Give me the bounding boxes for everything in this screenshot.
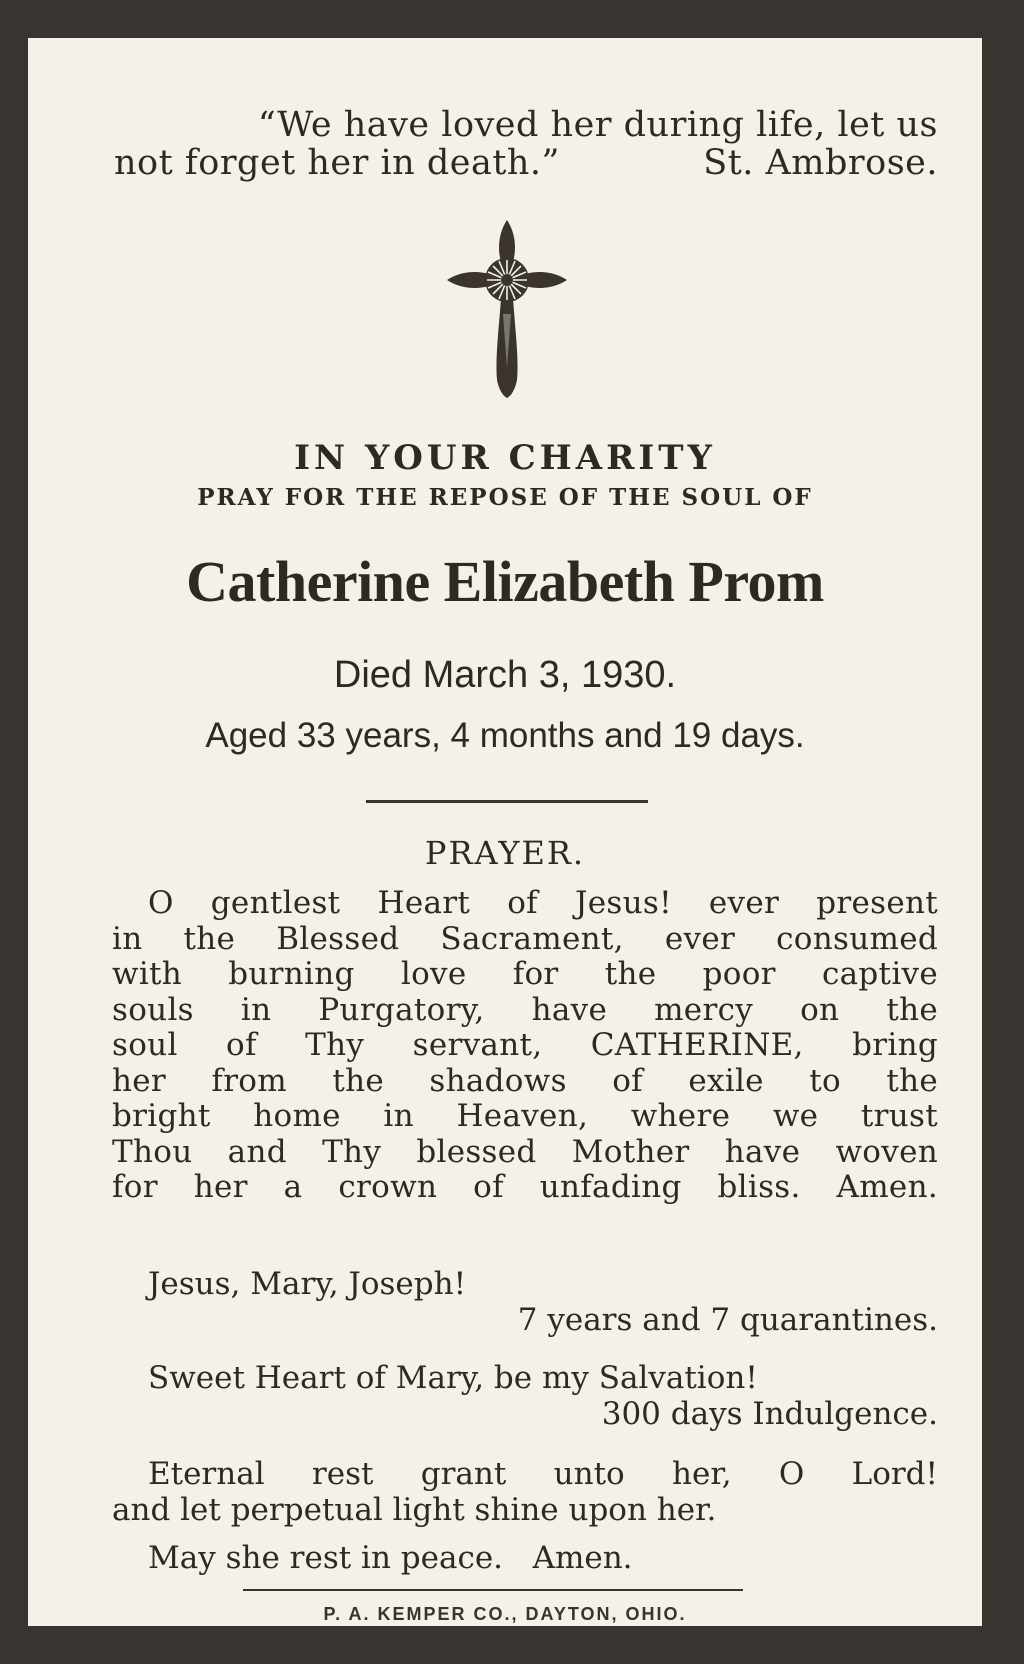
prayer-line: O gentlest Heart of Jesus! ever present	[148, 885, 938, 921]
charity-heading: IN YOUR CHARITY	[294, 438, 716, 478]
sweet-heart-text: Sweet Heart of Mary, be my Salvation!	[148, 1360, 758, 1396]
footer-divider	[243, 1589, 743, 1591]
quote-line-2	[114, 144, 938, 182]
prayer-line: for her a crown of unfading bliss. Amen.	[112, 1169, 938, 1205]
prayer-line: her from the shadows of exile to the	[112, 1062, 938, 1099]
jmj-indulgence: 7 years and 7 quarantines.	[517, 1302, 938, 1338]
quote-text: not forget her in death.”	[114, 143, 560, 183]
prayer-line: Thou and Thy blessed Mother have woven	[112, 1133, 938, 1170]
age-at-death: Aged 33 years, 4 months and 19 days.	[205, 716, 805, 755]
prayer-text	[112, 886, 938, 1206]
eternal-rest-line-2: and let perpetual light shine upon her.	[112, 1492, 717, 1528]
eternal-rest-line-1: Eternal rest grant unto her, O Lord!	[148, 1456, 938, 1492]
deceased-name: Catherine Elizabeth Prom	[186, 549, 824, 614]
prayer-line: bright home in Heaven, where we trust	[112, 1098, 938, 1134]
cross-icon	[445, 218, 569, 400]
quote-attribution: St. Ambrose.	[703, 143, 938, 183]
opening-quote	[114, 106, 938, 182]
eternal-rest-prayer	[112, 1456, 938, 1528]
rest-in-peace: May she rest in peace. Amen.	[148, 1540, 633, 1576]
prayer-line: in the Blessed Sacrament, ever consumed	[112, 920, 938, 957]
prayer-line: with burning love for the poor captive	[112, 956, 938, 992]
pray-heading: PRAY FOR THE REPOSE OF THE SOUL OF	[197, 484, 813, 511]
card-paper	[28, 38, 982, 1626]
jmj-text: Jesus, Mary, Joseph!	[148, 1266, 467, 1302]
prayer-title: PRAYER.	[424, 834, 586, 872]
sweet-heart-indulgence: 300 days Indulgence.	[601, 1396, 938, 1432]
jmj-invocation	[112, 1266, 938, 1338]
prayer-line: soul of Thy servant, CATHERINE, bring	[112, 1027, 938, 1063]
divider-line	[366, 800, 648, 803]
death-date: Died March 3, 1930.	[333, 654, 677, 696]
prayer-line: souls in Purgatory, have mercy on the	[112, 991, 938, 1028]
quote-line-1: “We have loved her during life, let us	[257, 105, 938, 145]
printer-credit: P. A. KEMPER CO., DAYTON, OHIO.	[323, 1604, 687, 1624]
sweet-heart-invocation	[112, 1360, 938, 1432]
